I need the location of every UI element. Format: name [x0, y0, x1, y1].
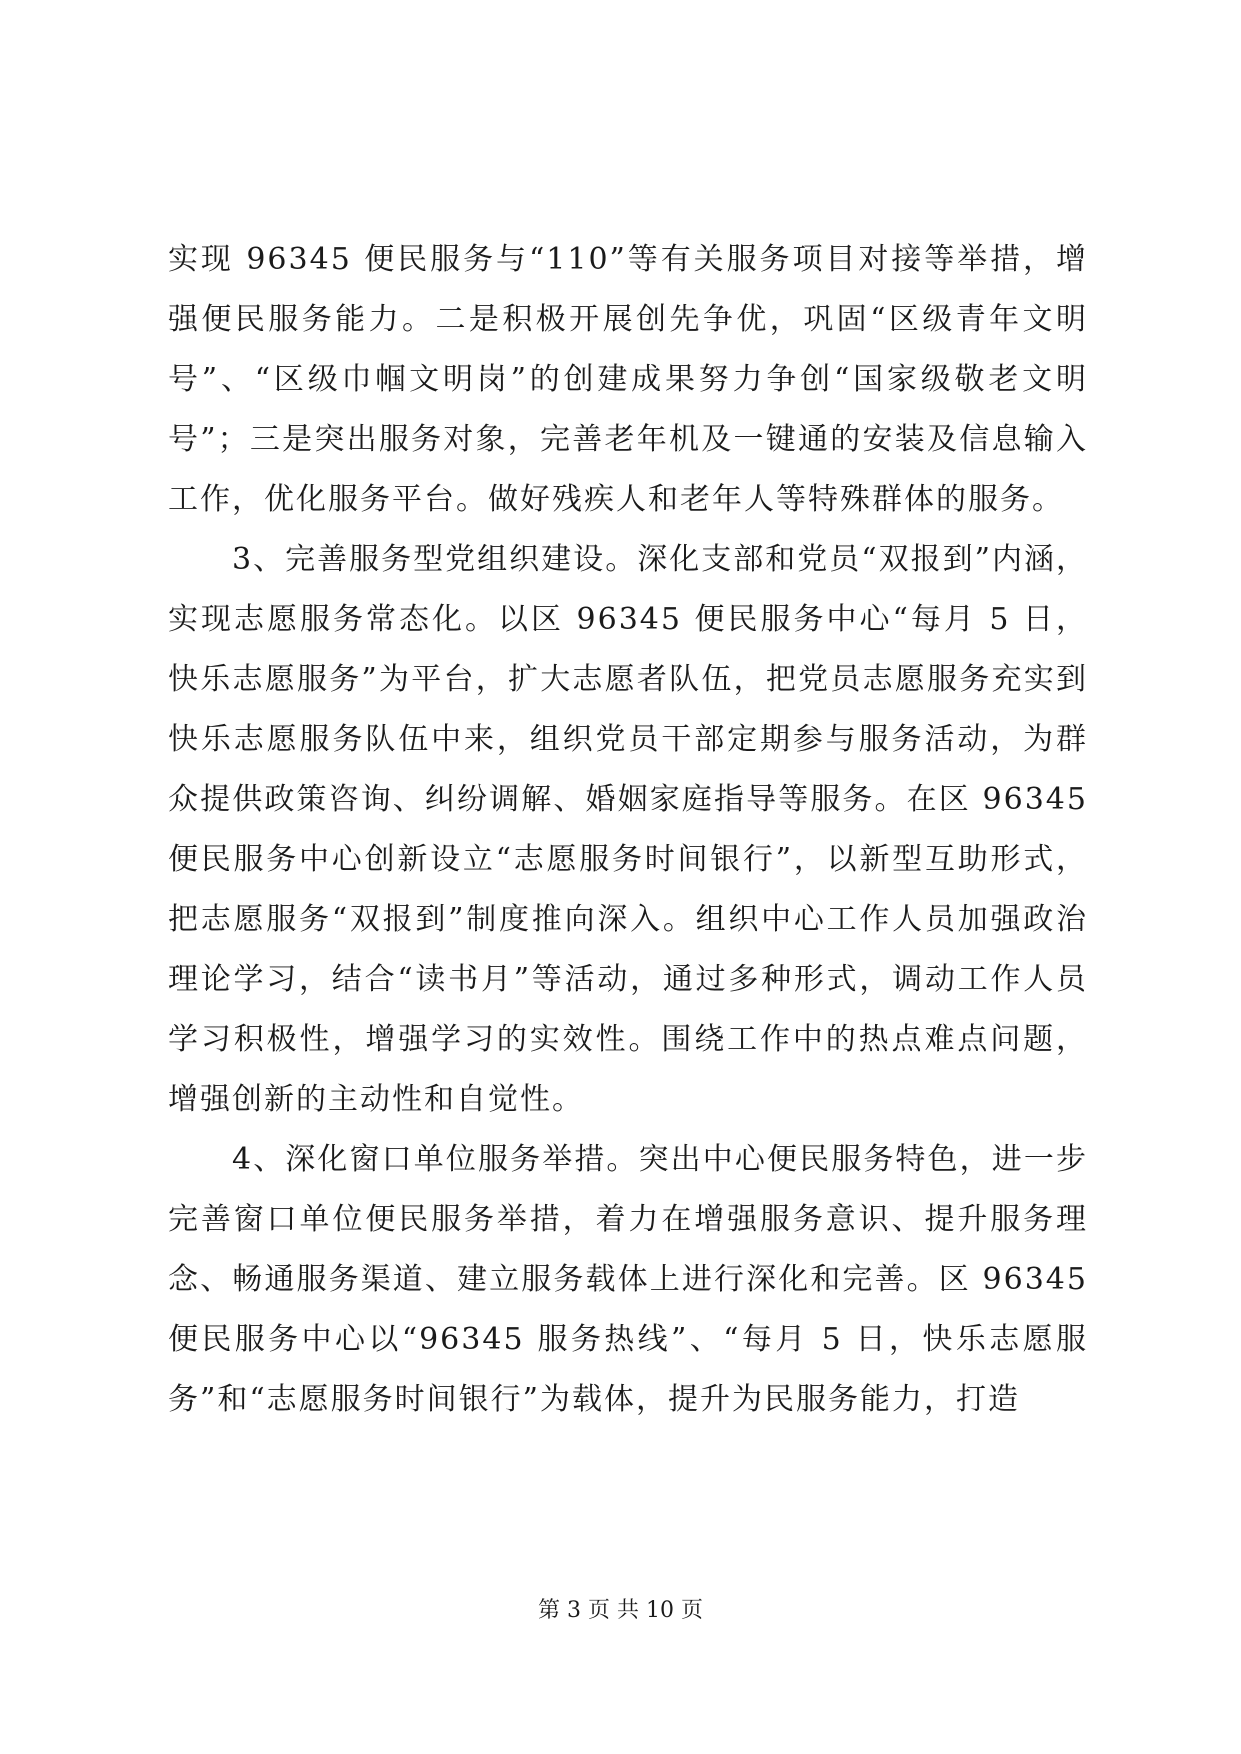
- paragraph-3: 4、深化窗口单位服务举措。突出中心便民服务特色，进一步完善窗口单位便民服务举措，着力在增强服务意识、提升服务理念、畅通服务渠道、建立服务载体上进行深化和完善。区 96345 便民服务中心以“96345 服务热线”、“每月 5 日，快乐志愿服务”和“志愿服务时间银行”为载体，提升为民服务能力，打造: [168, 1142, 1088, 1417]
- paragraph-1: 实现 96345 便民服务与“110”等有关服务项目对接等举措，增强便民服务能力。二是积极开展创先争优，巩固“区级青年文明号”、“区级巾帼文明岗”的创建成果努力争创“国家级敬老文明号”；三是突出服务对象，完善老年机及一键通的安装及信息输入工作，优化服务平台。做好残疾人和老年人等特殊群体的服务。: [168, 242, 1088, 517]
- document-body: [168, 230, 1088, 1430]
- page-footer: 第 3 页 共 10 页: [538, 1598, 703, 1623]
- paragraph-2: 3、完善服务型党组织建设。深化支部和党员“双报到”内涵，实现志愿服务常态化。以区 96345 便民服务中心“每月 5 日，快乐志愿服务”为平台，扩大志愿者队伍，把党员志愿服务充实到快乐志愿服务队伍中来，组织党员干部定期参与服务活动，为群众提供政策咨询、纠纷调解、婚姻家庭指导等服务。在区 96345 便民服务中心创新设立“志愿服务时间银行”，以新型互助形式，把志愿服务“双报到”制度推向深入。组织中心工作人员加强政治理论学习，结合“读书月”等活动，通过多种形式，调动工作人员学习积极性，增强学习的实效性。围绕工作中的热点难点问题，增强创新的主动性和自觉性。: [168, 542, 1088, 1117]
